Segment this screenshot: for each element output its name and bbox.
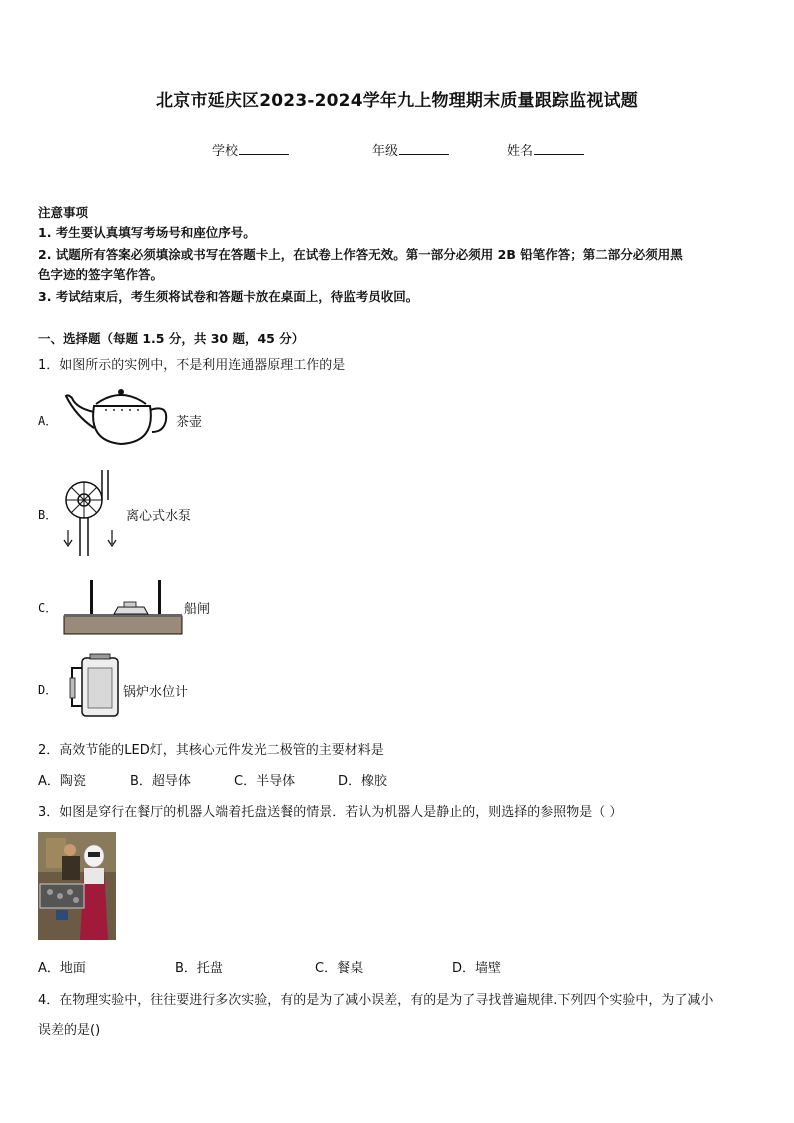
q2-option-c[interactable]: C．半导体	[234, 774, 296, 789]
q3-option-d[interactable]: D．墙壁	[452, 961, 502, 976]
notice-heading: 注意事项	[38, 205, 89, 220]
question-2-stem: 2．高效节能的LED灯，其核心元件发光二极管的主要材料是	[38, 743, 384, 758]
option-c-letter[interactable]: C．	[38, 601, 58, 615]
school-field[interactable]	[212, 140, 289, 159]
question-4-stem: 4．在物理实验中，往往要进行多次实验，有的是为了减小误差，有的是为了寻找普遍规律.下列四个实验中，为了减小	[38, 993, 714, 1008]
option-d-letter[interactable]: D．	[38, 683, 58, 697]
boiler-gauge-icon	[70, 654, 122, 720]
option-b-letter[interactable]: B．	[38, 508, 58, 522]
q3-option-a[interactable]: A．地面	[38, 961, 86, 976]
section-heading: 一、选择题（每题 1.5 分，共 30 题，45 分）	[38, 331, 305, 346]
option-a-letter[interactable]: A．	[38, 414, 58, 428]
question-4-stem-cont: 误差的是()	[38, 1023, 101, 1038]
name-field[interactable]	[507, 140, 584, 159]
notice-item: 1. 考生要认真填写考场号和座位序号。	[38, 225, 256, 240]
q3-option-b[interactable]: B．托盘	[175, 961, 223, 976]
name-label: 姓名	[507, 144, 534, 159]
question-3-stem: 3．如图是穿行在餐厅的机器人端着托盘送餐的情景．若认为机器人是静止的，则选择的参照物是（ ）	[38, 805, 623, 820]
q2-option-a[interactable]: A．陶瓷	[38, 774, 86, 789]
pump-icon	[62, 470, 124, 556]
grade-field[interactable]	[372, 140, 449, 159]
option-a-label: 茶壶	[176, 415, 203, 430]
notice-item: 色字迹的签字笔作答。	[38, 267, 164, 282]
name-blank[interactable]	[534, 142, 584, 155]
option-d-label: 锅炉水位计	[123, 685, 189, 700]
grade-blank[interactable]	[399, 142, 449, 155]
option-c-label: 船闸	[184, 602, 211, 617]
q2-option-b[interactable]: B．超导体	[130, 774, 191, 789]
exam-title: 北京市延庆区2023-2024学年九上物理期末质量跟踪监视试题	[156, 91, 638, 111]
option-b-label: 离心式水泵	[126, 509, 192, 524]
question-1-stem: 1．如图所示的实例中，不是利用连通器原理工作的是	[38, 358, 346, 373]
notice-item: 3. 考试结束后，考生须将试卷和答题卡放在桌面上，待监考员收回。	[38, 289, 419, 304]
school-label: 学校	[212, 144, 239, 159]
q3-option-c[interactable]: C．餐桌	[315, 961, 364, 976]
q2-option-d[interactable]: D．橡胶	[338, 774, 388, 789]
grade-label: 年级	[372, 144, 399, 159]
notice-item: 2. 试题所有答案必须填涂或书写在答题卡上，在试卷上作答无效。第一部分必须用 2B 铅笔作答；第二部分必须用黑	[38, 247, 683, 262]
teapot-icon	[66, 386, 176, 448]
restaurant-robot-photo	[38, 832, 116, 940]
school-blank[interactable]	[239, 142, 289, 155]
ship-lock-icon	[64, 580, 182, 634]
